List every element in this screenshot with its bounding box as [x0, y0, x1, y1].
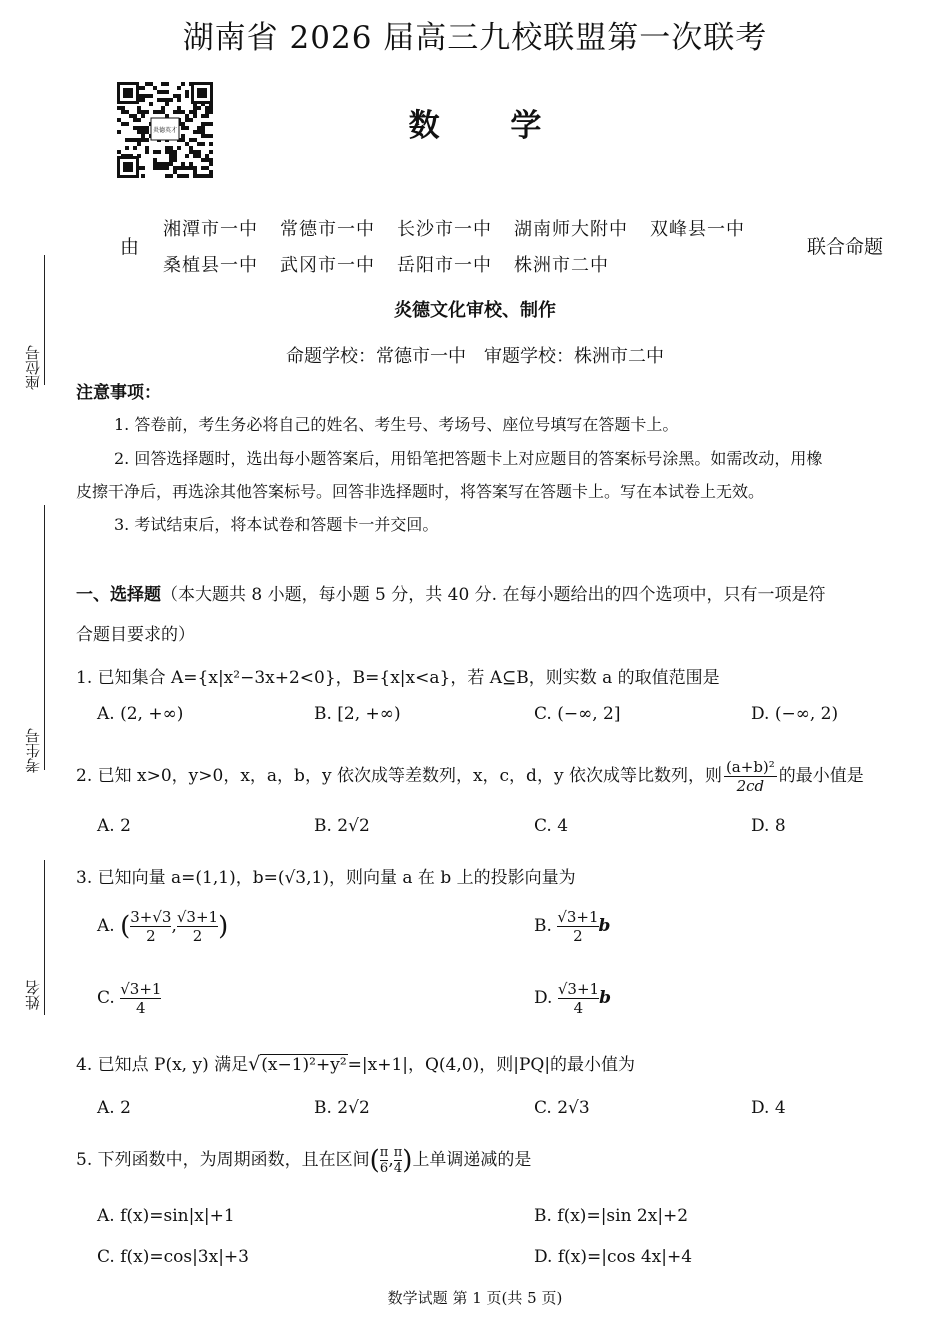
binding-line: [44, 505, 45, 770]
notice-item: 3. 考试结束后，将本试卷和答题卡一并交回。: [114, 515, 439, 534]
q3-a-label: A.: [97, 916, 115, 936]
proposer-line: 命题学校：常德市一中 审题学校：株洲市二中: [286, 346, 664, 367]
q4-option-d: D. 4: [751, 1098, 786, 1118]
q1-option-a: A. (2, +∞): [97, 704, 184, 724]
question-2-stem: [76, 758, 864, 795]
q1-option-c: C. (−∞, 2]: [534, 704, 621, 724]
q2-option-d: D. 8: [751, 816, 786, 836]
seat-number-label: 座位号: [24, 345, 42, 390]
notice-heading: 注意事项：: [76, 383, 161, 403]
q3-option-b: B. $\frac{√3+1}{2}$ b: [534, 908, 611, 945]
exam-title: 湖南省 2026 届高三九校联盟第一次联考: [182, 20, 768, 56]
name-label: 姓名: [24, 980, 42, 1010]
binding-line: [44, 860, 45, 1015]
q3-d-frac: $\frac{√3+1}{4}$: [557, 980, 600, 1017]
question-3-stem: 3. 已知向量 a=(1,1)，b=(√3,1)，则向量 a 在 b 上的投影向量为: [76, 868, 576, 888]
school: 桑植县一中: [163, 255, 258, 276]
school: 岳阳市一中: [397, 255, 492, 276]
question-1-stem: 1. 已知集合 A={x|x²−3x+2<0}，B={x|x<a}，若 A⊆B，则实数 a 的取值范围是: [76, 668, 720, 688]
q1-option-b: B. [2, +∞): [314, 704, 401, 724]
question-4-stem: 4. 已知点 P(x, y) 满足√(x−1)²+y²=|x+1|，Q(4,0)，则|PQ|的最小值为: [76, 1053, 636, 1075]
q3-b-frac: $\frac{√3+1}{2}$: [557, 908, 599, 945]
school: 武冈市一中: [280, 255, 375, 276]
section-title: 一、选择题: [76, 585, 161, 605]
q4-option-a: A. 2: [97, 1098, 131, 1118]
school: 长沙市一中: [397, 219, 492, 240]
q5-option-d: D. f(x)=|cos 4x|+4: [534, 1247, 693, 1267]
school: 常德市一中: [280, 219, 375, 240]
section-heading: [76, 580, 826, 605]
q4-radical: (x−1)²+y²: [261, 1055, 347, 1075]
school: 湖南师大附中: [514, 219, 628, 240]
school: 湘潭市一中: [163, 219, 258, 240]
section-desc: （本大题共 8 小题，每小题 5 分，共 40 分. 在每小题给出的四个选项中，只有一项是符: [161, 585, 826, 605]
q2-stem-text: 2. 已知 x>0，y>0，x，a，b，y 依次成等差数列，x，c，d，y 依次成等比数列，则: [76, 766, 722, 786]
question-5-stem: 5. 下列函数中，为周期函数，且在区间( $\frac{\pi}{6}$ , $\frac{\pi}{4}$ )上单调递减的是: [76, 1145, 532, 1176]
section-desc-2: 合题目要求的）: [76, 625, 195, 645]
q5-option-b: B. f(x)=|sin 2x|+2: [534, 1206, 689, 1226]
q3-option-d: D. $\frac{√3+1}{4}$ b: [534, 980, 611, 1017]
school: 株洲市二中: [514, 255, 609, 276]
binding-line: [44, 255, 45, 385]
q5-frac2: $\frac{\pi}{4}$: [393, 1145, 403, 1176]
q3-a-frac1: $\frac{3+√3}{2}$: [130, 908, 172, 945]
q2-frac-num: (a+b)²: [725, 758, 775, 776]
notice-item: 2. 回答选择题时，选出每小题答案后，用铅笔把答题卡上对应题目的答案标号涂黑。如需改动，用橡: [114, 449, 823, 468]
qr-caption: 炎德英才: [152, 127, 178, 134]
joint-label: 联合命题: [807, 236, 884, 258]
schools-row-2: [163, 251, 631, 277]
page-footer: 数学试题 第 1 页(共 5 页): [387, 1289, 563, 1307]
q3-c-frac: $\frac{√3+1}{4}$: [120, 980, 162, 1017]
q2-frac-den: 2cd: [736, 777, 765, 795]
q1-option-d: D. (−∞, 2): [751, 704, 839, 724]
q5-option-c: C. f(x)=cos|3x|+3: [97, 1247, 249, 1267]
q3-a-frac2: $\frac{√3+1}{2}$: [176, 908, 219, 945]
exam-number-label: 考生号: [24, 728, 42, 773]
q4-option-c: C. 2√3: [534, 1098, 590, 1118]
q2-stem-end: 的最小值是: [778, 766, 864, 786]
by-label: 由: [120, 236, 140, 258]
q2-option-c: C. 4: [534, 816, 569, 836]
q4-option-b: B. 2√2: [314, 1098, 370, 1118]
schools-row-1: [163, 215, 767, 241]
q3-option-c: C. $\frac{√3+1}{4}$: [97, 980, 162, 1017]
q5-option-a: A. f(x)=sin|x|+1: [97, 1206, 235, 1226]
q2-fraction: [724, 758, 777, 795]
q2-option-a: A. 2: [97, 816, 131, 836]
subject-title: 数 学: [408, 108, 542, 144]
school: 双峰县一中: [650, 219, 745, 240]
q5-frac1: $\frac{\pi}{6}$: [379, 1145, 389, 1176]
notice-item: 皮擦干净后，再选涂其他答案标号。回答非选择题时，将答案写在答题卡上。写在本试卷上无效。: [76, 482, 765, 501]
notice-item: 1. 答卷前，考生务必将自己的姓名、考生号、考场号、座位号填写在答题卡上。: [114, 415, 679, 434]
q3-option-a: A. ( $\frac{3+√3}{2}$ , $\frac{√3+1}{2}$ ): [97, 908, 229, 945]
q2-option-b: B. 2√2: [314, 816, 370, 836]
producer-line: 炎德文化审校、制作: [394, 300, 556, 321]
